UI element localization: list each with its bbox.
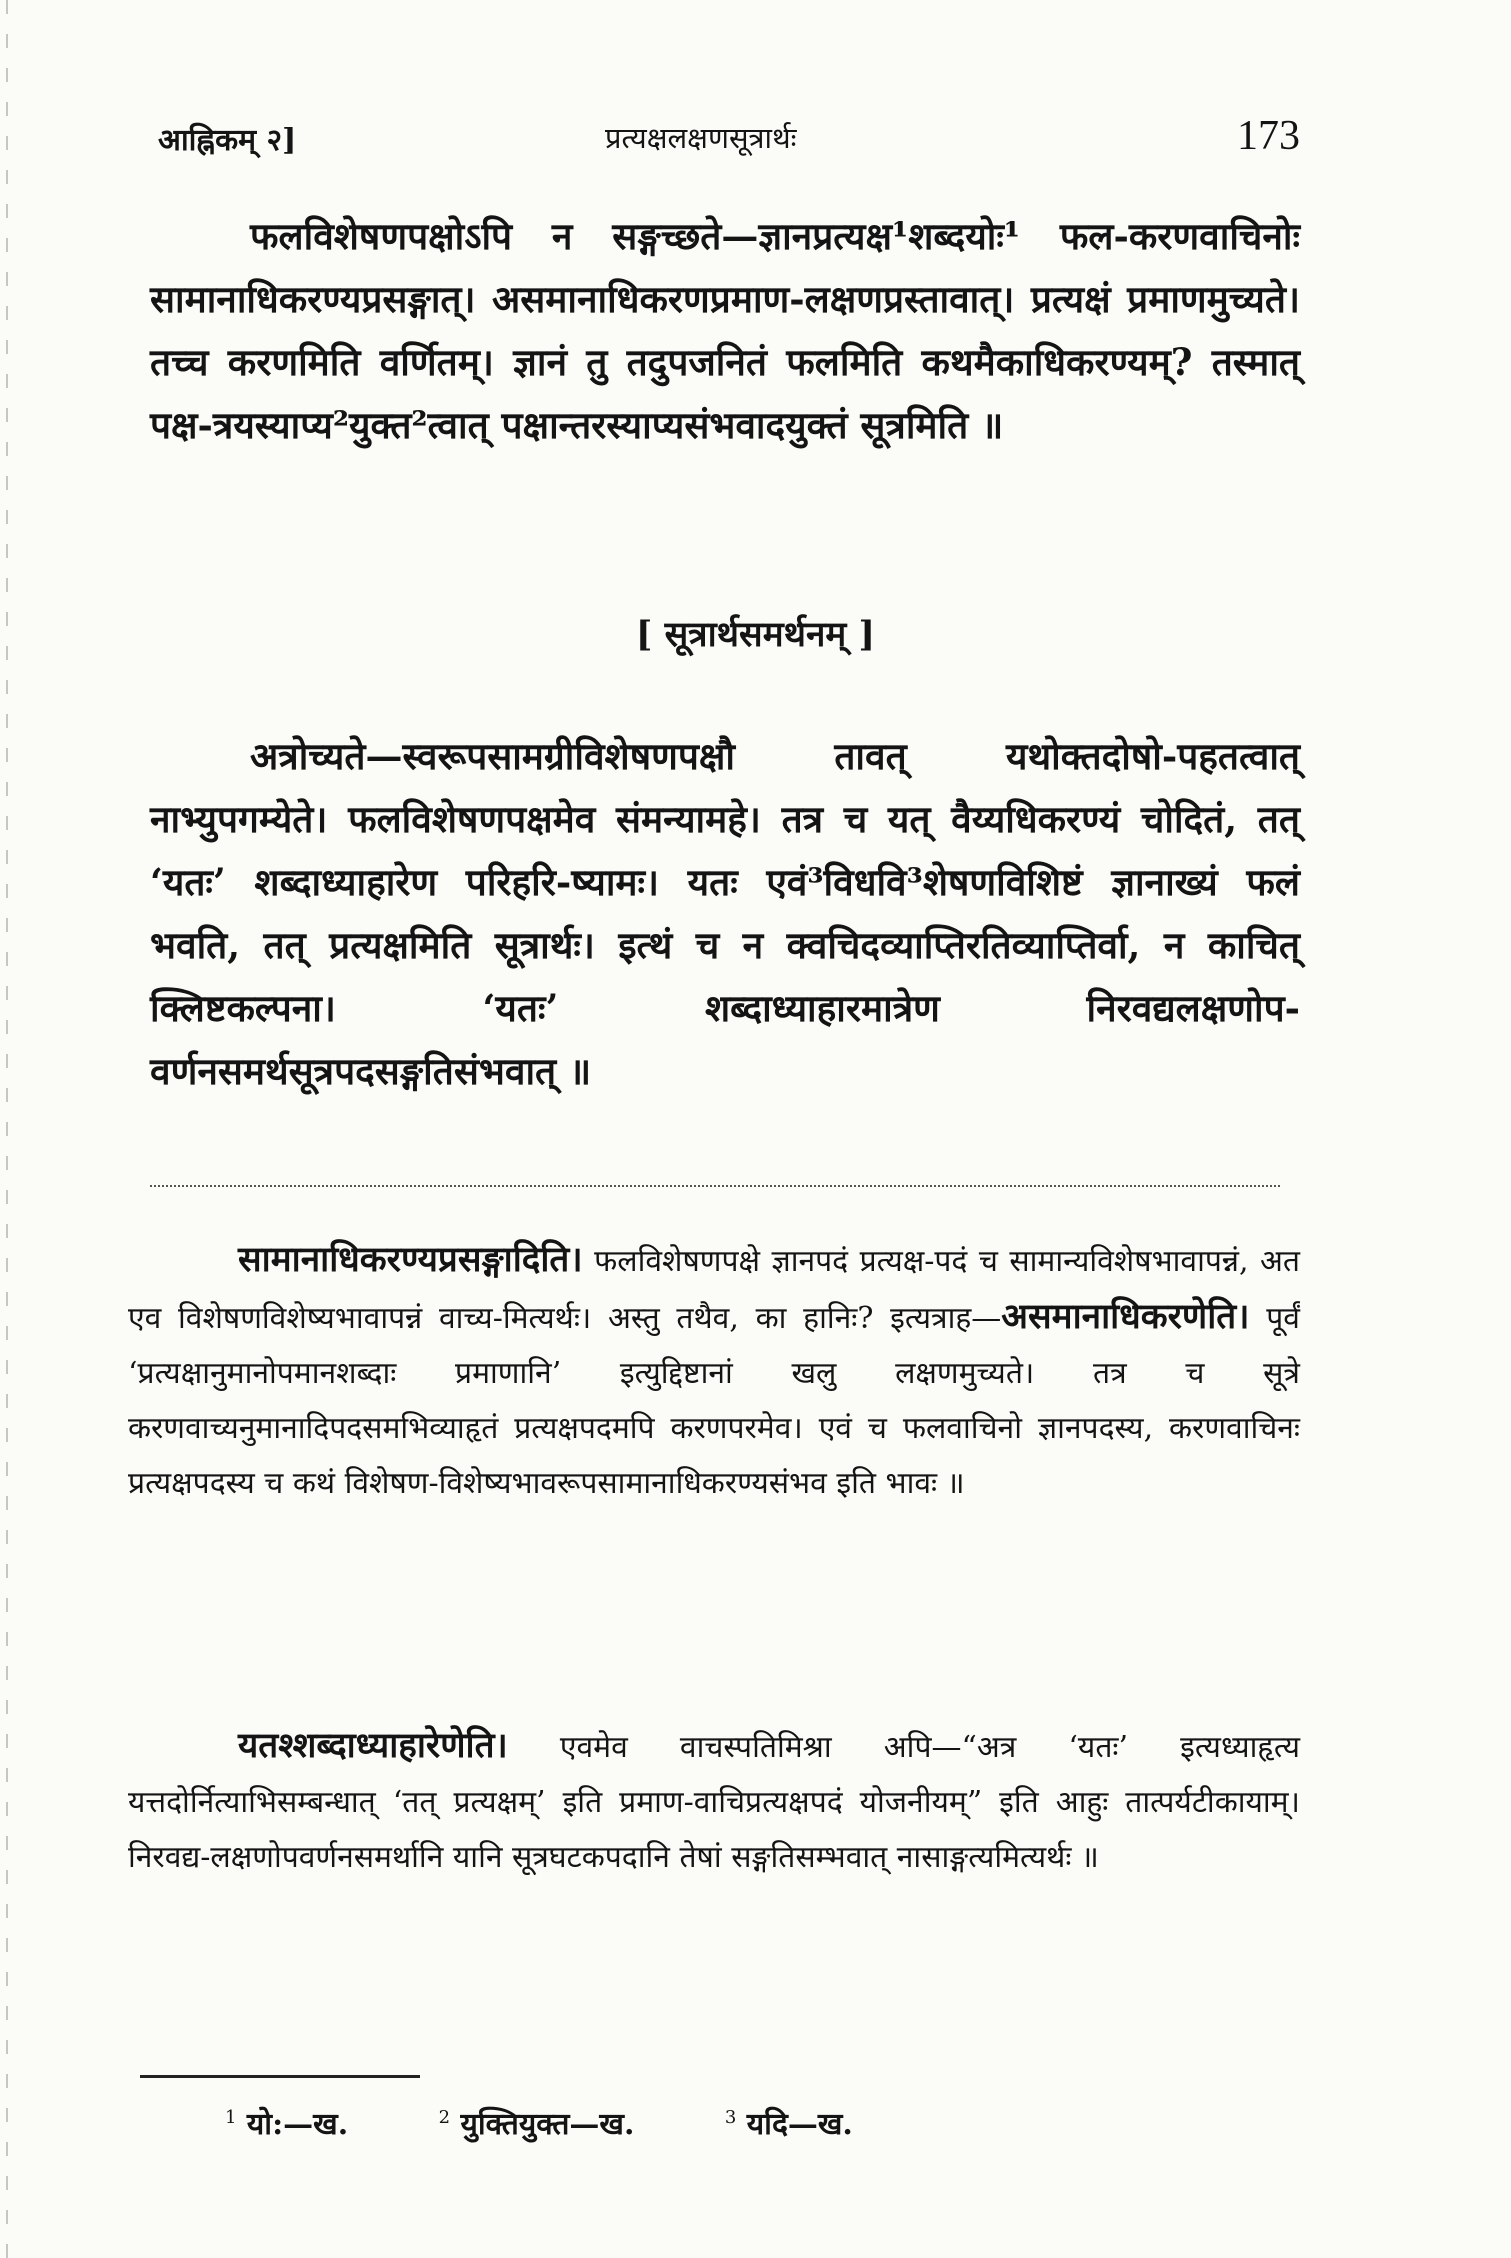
running-header (150, 113, 1300, 178)
commentary-text: फलविशेषणपक्षे ज्ञानपदं प्रत्यक्ष-पदं च सामान्यविशेषभावापन्नं, अत एव विशेषणविशेष्यभावापन्नं वाच्य-मित्यर्थः। अस्तु तथैव, का हानिः? इत्यत्राह— (128, 1244, 1300, 1336)
footnotes (225, 2102, 933, 2143)
page-number: 173 (1237, 113, 1300, 159)
main-paragraph-1: फलविशेषणपक्षोऽपि न सङ्गच्छते—ज्ञानप्रत्यक्ष¹शब्दयोः¹ फल-करणवाचिनोः सामानाधिकरण्यप्रसङ्गात्। असमानाधिकरणप्रमाण-लक्षणप्रस्तावात्। प्रत्यक्षं प्रमाणमुच्यते। तच्च करणमिति वर्णितम्। ज्ञानं तु तदुपजनितं फलमिति कथमैकाधिकरण्यम्? तस्मात् पक्ष-त्रयस्याप्य²युक्त²त्वात् पक्षान्तरस्याप्यसंभवादयुक्तं सूत्रमिति ॥ (150, 214, 1300, 447)
section-heading: [ सूत्रार्थसमर्थनम् ] (635, 614, 876, 655)
commentary-text-2: पूर्वं ‘प्रत्यक्षानुमानोपमानशब्दाः प्रमाणानि’ इत्युद्दिष्टानां खलु लक्षणमुच्यते। तत्र च सूत्रे करणवाच्यनुमानादिपदसमभिव्याहृतं प्रत्यक्षपदमपि करणपरमेव। एवं च फलवाचिनो ज्ञानपदस्य, करणवाचिनः प्रत्यक्षपदस्य च कथं विशेषण-विशेष्यभावरूपसामानाधिकरण्यसंभव इति भावः ॥ (128, 1301, 1300, 1501)
commentary-lemma-2: असमानाधिकरणेति। (1001, 1296, 1250, 1337)
footnote-rule (140, 2075, 420, 2078)
footnote: $^1$ यो:—ख. (225, 2107, 349, 2142)
divider-line (150, 1185, 1280, 1197)
commentary-text: एवमेव वाचस्पतिमिश्रा अपि—“अत्र ‘यतः’ इत्यध्याहृत्य यत्तदोर्नित्याभिसम्बन्धात् ‘तत् प्रत्यक्षम्’ इति प्रमाण-वाचिप्रत्यक्षपदं योजनीयम्” इति आहुः तात्पर्यटीकायाम्। निरवद्य-लक्षणोपवर्णनसमर्थानि यानि सूत्रघटकपदानि तेषां सङ्गतिसम्भवात् नासाङ्गत्यमित्यर्थः ॥ (128, 1730, 1300, 1875)
commentary-lemma: यतश्शब्दाध्याहारेणेति। (238, 1725, 508, 1766)
footnote: $^2$ युक्तियुक्त—ख. (438, 2107, 635, 2142)
footnote: $^3$ यदि—ख. (724, 2107, 853, 2142)
scan-edge (6, 0, 8, 2258)
header-title: प्रत्यक्षलक्षणसूत्रार्थः (605, 121, 797, 155)
commentary-paragraph-1 (128, 1232, 1300, 1511)
header-section-label: आह्निकम् २] (158, 123, 297, 158)
commentary-lemma: सामानाधिकरण्यप्रसङ्गादिति। (238, 1239, 583, 1280)
main-paragraph-2: अत्रोच्यते—स्वरूपसामग्रीविशेषणपक्षौ तावत् यथोक्तदोषो-पहतत्वात् नाभ्युपगम्येते। फलविशेषणपक्षमेव संमन्यामहे। तत्र च यत् वैय्यधिकरण्यं चोदितं, तत् ‘यतः’ शब्दाध्याहारेण परिहरि-ष्यामः। यतः एवं³विधवि³शेषणविशिष्टं ज्ञानाख्यं फलं भवति, तत् प्रत्यक्षमिति सूत्रार्थः। इत्थं च न क्वचिदव्याप्तिरतिव्याप्तिर्वा, न काचित् क्लिष्टकल्पना। ‘यतः’ शब्दाध्याहारमात्रेण निरवद्यलक्षणोप-वर्णनसमर्थसूत्रपदसङ्गतिसंभवात् ॥ (150, 734, 1300, 1093)
commentary-paragraph-2 (128, 1718, 1300, 1885)
